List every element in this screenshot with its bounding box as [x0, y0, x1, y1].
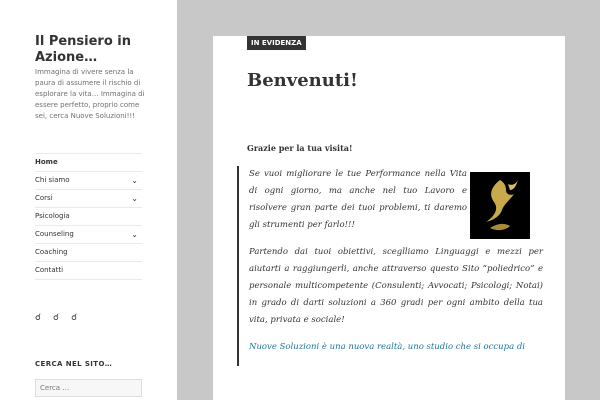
dragon-emblem-image — [470, 172, 530, 239]
chevron-down-icon[interactable]: ⌄ — [131, 176, 138, 185]
social-icon[interactable]: ☌ — [35, 313, 42, 323]
site-title[interactable]: Il Pensiero in Azione… — [35, 34, 132, 65]
search-widget-title: CERCA NEL SITO… — [35, 360, 113, 368]
social-icon[interactable]: ☌ — [53, 313, 60, 323]
search-input[interactable] — [35, 379, 142, 397]
nav-item-psicologia[interactable]: Psicologia — [35, 208, 142, 226]
post-paragraph: Partendo dai tuoi obiettivi, sceglliamo Linguaggi e mezzi per aiutarti a raggiungerli, anche attraverso questo Sito “poliedrico” e personale multicompetente (Consulenti; Avvocati; Psicologi; Notai) in grado di darti soluzioni a 360 gradi per ogni ambito della tua vita, privata e sociale! — [249, 247, 543, 325]
post-paragraph: Se vuoi migliorare le tue Performance nella Vita di ogni giorno, ma anche nel tuo Lavoro e risolvere gran parte dei tuoi problemi, ti daremo gli strumenti per farlo!!! — [249, 169, 467, 230]
dragon-icon — [470, 172, 530, 239]
sticky-badge: IN EVIDENZA — [247, 36, 306, 50]
nav-item-corsi[interactable]: Corsi ⌄ — [35, 190, 142, 208]
post-title[interactable]: Benvenuti! — [247, 70, 358, 91]
chevron-down-icon[interactable]: ⌄ — [131, 230, 138, 239]
social-links — [35, 313, 77, 323]
post-article — [213, 36, 565, 400]
nav-item-counseling[interactable]: Counseling ⌄ — [35, 226, 142, 244]
post-paragraph: Nuove Soluzioni è una nuova realtà, uno studio che si occupa di — [249, 342, 525, 352]
nav-item-home[interactable]: Home — [35, 154, 142, 172]
nav-item-chi-siamo[interactable]: Chi siamo ⌄ — [35, 172, 142, 190]
site-description: Immagina di vivere senza la paura di assumere il rischio di esplorare la vita… Immagina di essere perfetto, proprio come sei, cerca Nuove Soluzioni!!! — [35, 68, 145, 120]
post-lead: Grazie per la tua visita! — [247, 143, 353, 153]
nav-item-contatti[interactable]: Contatti — [35, 262, 142, 280]
chevron-down-icon[interactable]: ⌄ — [131, 194, 138, 203]
main-navigation — [35, 153, 142, 280]
nav-item-coaching[interactable]: Coaching — [35, 244, 142, 262]
sidebar — [0, 0, 177, 400]
social-icon[interactable]: ☌ — [71, 313, 78, 323]
